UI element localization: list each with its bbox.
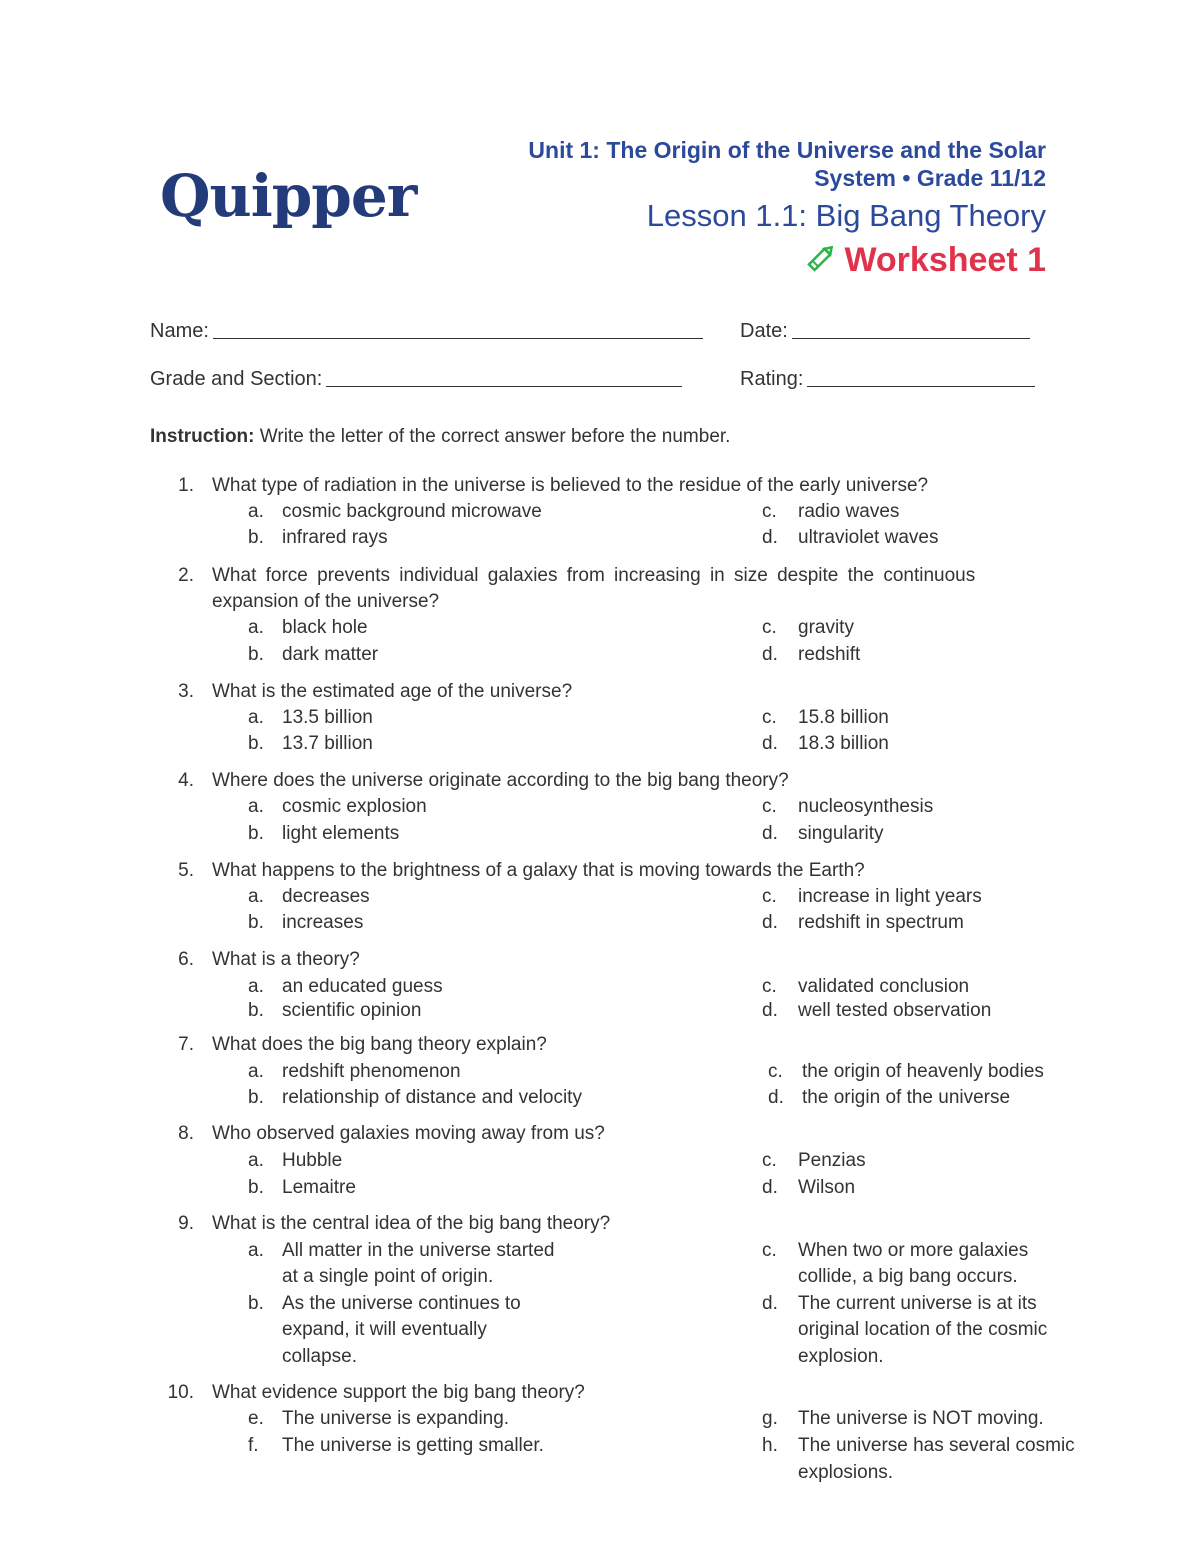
- name-field[interactable]: [150, 320, 703, 343]
- option-letter: c.: [762, 886, 777, 907]
- option-text: increase in light years: [798, 886, 982, 907]
- unit-title: [486, 136, 1046, 192]
- rating-label: Rating:: [740, 368, 804, 390]
- option-text: All matter in the universe started: [282, 1240, 555, 1261]
- option-text: expand, it will eventually: [282, 1319, 487, 1340]
- question-number: 9.: [178, 1213, 194, 1234]
- question-text: What happens to the brightness of a galaxy that is moving towards the Earth?: [212, 860, 865, 881]
- name-label: Name:: [150, 320, 209, 342]
- option-text: Wilson: [798, 1177, 856, 1198]
- question-text: What type of radiation in the universe is believed to the residue of the early universe?: [212, 475, 929, 496]
- option-letter: b.: [248, 644, 264, 665]
- instruction-text: Write the letter of the correct answer before the number.: [254, 426, 731, 447]
- option-text: at a single point of origin.: [282, 1266, 494, 1287]
- option-letter: c.: [762, 707, 777, 728]
- option-text: redshift: [798, 644, 861, 665]
- option-letter: d.: [762, 912, 778, 933]
- grade-section-blank[interactable]: [326, 368, 682, 387]
- pencil-icon: [804, 241, 838, 275]
- option-text: nucleosynthesis: [798, 796, 934, 817]
- option-letter: d.: [762, 527, 778, 548]
- option-text: radio waves: [798, 501, 900, 522]
- option-text: 13.5 billion: [282, 707, 373, 728]
- quipper-logo: Quipper: [160, 162, 417, 230]
- option-text: cosmic explosion: [282, 796, 427, 817]
- question-text: Where does the universe originate according to the big bang theory?: [212, 770, 789, 791]
- question-number: 7.: [178, 1034, 194, 1055]
- option-text: explosions.: [798, 1462, 894, 1483]
- option-letter: b.: [248, 1087, 264, 1108]
- option-text: cosmic background microwave: [282, 501, 542, 522]
- worksheet-title: [486, 238, 1046, 282]
- option-text: gravity: [798, 617, 854, 638]
- option-text: As the universe continues to: [282, 1293, 521, 1314]
- rating-field[interactable]: [740, 368, 1035, 391]
- question-number: 2.: [178, 565, 194, 586]
- instruction-label: Instruction:: [150, 426, 255, 447]
- question-text: What does the big bang theory explain?: [212, 1034, 547, 1055]
- date-blank[interactable]: [792, 320, 1030, 339]
- question-text: What is the central idea of the big bang theory?: [212, 1213, 611, 1234]
- option-letter: a.: [248, 501, 264, 522]
- unit-title-line-1: Unit 1: The Origin of the Universe and the Solar: [528, 137, 1046, 163]
- option-letter: b.: [248, 1000, 264, 1021]
- option-letter: b.: [248, 1293, 264, 1314]
- question-text: What is a theory?: [212, 949, 360, 970]
- option-letter: d.: [762, 1000, 778, 1021]
- date-label: Date:: [740, 320, 788, 342]
- option-text: original location of the cosmic: [798, 1319, 1048, 1340]
- option-letter: a.: [248, 796, 264, 817]
- option-text: 15.8 billion: [798, 707, 889, 728]
- option-letter: h.: [762, 1435, 778, 1456]
- name-blank[interactable]: [213, 320, 703, 339]
- option-text: When two or more galaxies: [798, 1240, 1029, 1261]
- option-text: increases: [282, 912, 364, 933]
- option-text: the origin of heavenly bodies: [802, 1061, 1044, 1082]
- rating-blank[interactable]: [807, 368, 1035, 387]
- question-text: What is the estimated age of the universe?: [212, 681, 573, 702]
- option-text: redshift in spectrum: [798, 912, 964, 933]
- option-letter: a.: [248, 1240, 264, 1261]
- option-text: redshift phenomenon: [282, 1061, 461, 1082]
- question-number: 10.: [167, 1382, 194, 1403]
- option-text: singularity: [798, 823, 884, 844]
- option-letter: c.: [762, 1240, 777, 1261]
- option-letter: c.: [762, 1150, 777, 1171]
- option-text: relationship of distance and velocity: [282, 1087, 582, 1108]
- question-text: Who observed galaxies moving away from us?: [212, 1123, 605, 1144]
- option-letter: c.: [762, 976, 777, 997]
- grade-section-label: Grade and Section:: [150, 368, 323, 390]
- instruction: [150, 426, 730, 448]
- option-text: 18.3 billion: [798, 733, 889, 754]
- option-text: an educated guess: [282, 976, 443, 997]
- option-letter: c.: [768, 1061, 783, 1082]
- option-text: ultraviolet waves: [798, 527, 939, 548]
- question-text: What evidence support the big bang theory?: [212, 1382, 585, 1403]
- option-letter: d.: [762, 1177, 778, 1198]
- option-letter: b.: [248, 912, 264, 933]
- question-number: 5.: [178, 860, 194, 881]
- worksheet-header: [486, 136, 1046, 282]
- option-letter: g.: [762, 1408, 778, 1429]
- option-letter: d.: [762, 733, 778, 754]
- question-text-line-2: expansion of the universe?: [212, 591, 440, 612]
- option-text: dark matter: [282, 644, 379, 665]
- question-number: 6.: [178, 949, 194, 970]
- option-text: light elements: [282, 823, 400, 844]
- option-text: Penzias: [798, 1150, 866, 1171]
- question-number: 4.: [178, 770, 194, 791]
- option-text: collide, a big bang occurs.: [798, 1266, 1018, 1287]
- option-text: decreases: [282, 886, 370, 907]
- question-number: 3.: [178, 681, 194, 702]
- option-letter: d.: [762, 823, 778, 844]
- option-text: validated conclusion: [798, 976, 970, 997]
- grade-section-field[interactable]: [150, 368, 682, 391]
- option-text: The current universe is at its: [798, 1293, 1037, 1314]
- option-text: Lemaitre: [282, 1177, 356, 1198]
- option-text: scientific opinion: [282, 1000, 422, 1021]
- option-text: The universe has several cosmic: [798, 1435, 1075, 1456]
- option-text: Hubble: [282, 1150, 343, 1171]
- question-number: 8.: [178, 1123, 194, 1144]
- lesson-title: Lesson 1.1: Big Bang Theory: [646, 198, 1046, 233]
- option-letter: d.: [762, 644, 778, 665]
- option-text: the origin of the universe: [802, 1087, 1011, 1108]
- worksheet-label: Worksheet 1: [844, 241, 1046, 279]
- option-text: infrared rays: [282, 527, 388, 548]
- option-letter: e.: [248, 1408, 264, 1429]
- option-letter: a.: [248, 1150, 264, 1171]
- option-text: black hole: [282, 617, 368, 638]
- option-letter: b.: [248, 1177, 264, 1198]
- option-letter: d.: [768, 1087, 784, 1108]
- option-letter: a.: [248, 976, 264, 997]
- option-letter: a.: [248, 617, 264, 638]
- option-letter: a.: [248, 1061, 264, 1082]
- option-text: 13.7 billion: [282, 733, 373, 754]
- option-letter: c.: [762, 796, 777, 817]
- option-letter: a.: [248, 886, 264, 907]
- question-text: What force prevents individual galaxies from increasing in size despite the continuous: [212, 565, 976, 586]
- option-letter: c.: [762, 617, 777, 638]
- option-text: The universe is getting smaller.: [282, 1435, 544, 1456]
- option-text: The universe is NOT moving.: [798, 1408, 1044, 1429]
- option-text: explosion.: [798, 1346, 884, 1367]
- question-number: 1.: [178, 475, 194, 496]
- option-letter: b.: [248, 527, 264, 548]
- option-letter: c.: [762, 501, 777, 522]
- option-text: well tested observation: [798, 1000, 992, 1021]
- option-letter: b.: [248, 823, 264, 844]
- option-letter: b.: [248, 733, 264, 754]
- option-text: The universe is expanding.: [282, 1408, 510, 1429]
- unit-title-line-2: System • Grade 11/12: [814, 165, 1046, 191]
- option-letter: a.: [248, 707, 264, 728]
- option-text: collapse.: [282, 1346, 357, 1367]
- option-letter: f.: [248, 1435, 259, 1456]
- option-letter: d.: [762, 1293, 778, 1314]
- date-field[interactable]: [740, 320, 1030, 343]
